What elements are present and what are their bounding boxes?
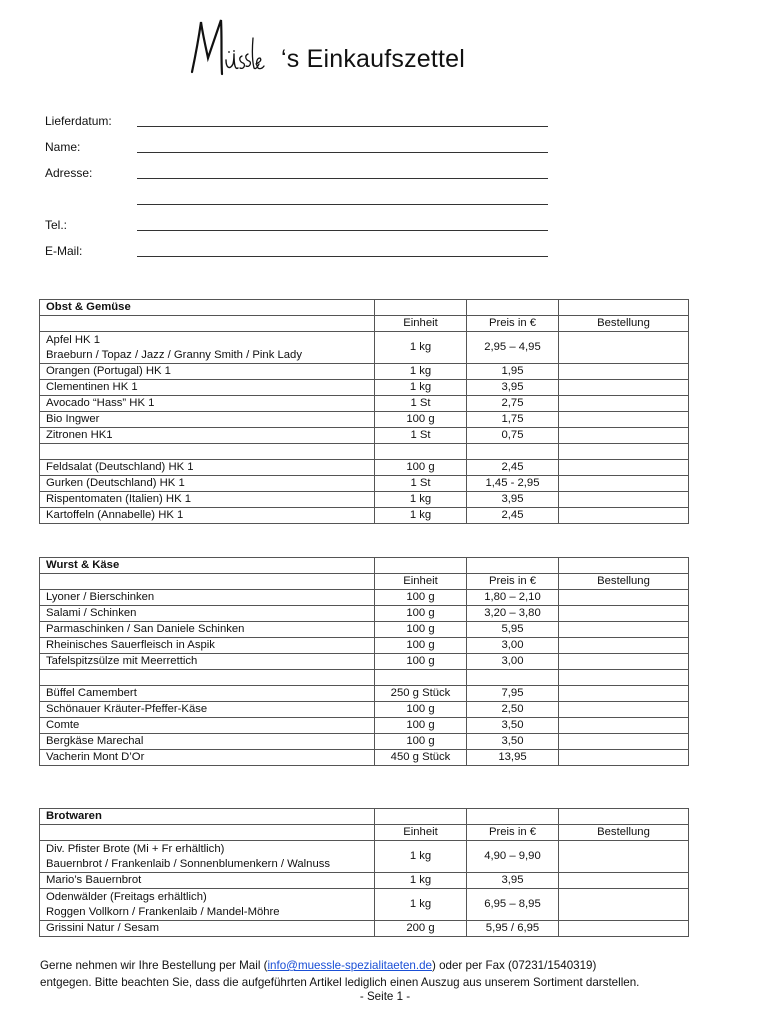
order-quantity-cell[interactable] [559, 508, 689, 524]
item-unit: 100 g [375, 654, 467, 670]
item-name: Mario’s Bauernbrot [40, 873, 375, 889]
order-quantity-cell[interactable] [559, 638, 689, 654]
column-header-order: Bestellung [559, 825, 689, 841]
field-email[interactable] [45, 244, 555, 262]
section-title: Wurst & Käse [40, 558, 375, 574]
column-header-unit: Einheit [375, 825, 467, 841]
item-name: Avocado “Hass” HK 1 [40, 396, 375, 412]
table-row [40, 444, 689, 460]
table-brotwaren [39, 808, 689, 937]
table-row [40, 622, 689, 638]
item-name-line: Div. Pfister Brote (Mi + Fr erhältlich) [46, 842, 225, 855]
order-quantity-cell[interactable] [559, 380, 689, 396]
field-label: Adresse: [45, 166, 93, 180]
item-price: 2,75 [467, 396, 559, 412]
item-name: Kartoffeln (Annabelle) HK 1 [40, 508, 375, 524]
order-quantity-cell[interactable] [559, 670, 689, 686]
item-price: 13,95 [467, 750, 559, 766]
item-name-line: Apfel HK 1 [46, 333, 101, 346]
table-row [40, 686, 689, 702]
item-unit: 1 St [375, 476, 467, 492]
item-price: 1,80 – 2,10 [467, 590, 559, 606]
fill-in-line[interactable] [137, 126, 548, 127]
fill-in-line[interactable] [137, 152, 548, 153]
table-wurst-kaese [39, 557, 689, 766]
empty-cell [40, 825, 375, 841]
page-title: ‘s Einkaufszettel [281, 45, 466, 73]
order-quantity-cell[interactable] [559, 332, 689, 364]
item-price: 2,95 – 4,95 [467, 332, 559, 364]
item-price: 1,75 [467, 412, 559, 428]
item-name: Grissini Natur / Sesam [40, 921, 375, 937]
field-label: Name: [45, 140, 81, 154]
item-price: 3,00 [467, 654, 559, 670]
item-price: 3,95 [467, 380, 559, 396]
footer-note [40, 957, 730, 991]
item-unit: 100 g [375, 460, 467, 476]
item-unit: 1 kg [375, 364, 467, 380]
item-price: 1,95 [467, 364, 559, 380]
item-name: Lyoner / Bierschinken [40, 590, 375, 606]
item-name: Bergkäse Marechal [40, 734, 375, 750]
item-name: Clementinen HK 1 [40, 380, 375, 396]
table-row [40, 750, 689, 766]
item-unit: 1 kg [375, 492, 467, 508]
field-lieferdatum[interactable] [45, 114, 555, 132]
item-name: Rispentomaten (Italien) HK 1 [40, 492, 375, 508]
empty-cell [40, 574, 375, 590]
table-row [40, 889, 689, 921]
item-name: Vacherin Mont D’Or [40, 750, 375, 766]
table-row [40, 508, 689, 524]
table-row [40, 460, 689, 476]
footer-text: Gerne nehmen wir Ihre Bestellung per Mail ( [40, 959, 268, 972]
column-header-order: Bestellung [559, 316, 689, 332]
item-unit: 1 kg [375, 889, 467, 921]
table-row [40, 702, 689, 718]
table-row [40, 734, 689, 750]
table-row [40, 718, 689, 734]
table-row [40, 476, 689, 492]
order-quantity-cell[interactable] [559, 750, 689, 766]
item-name-line: Odenwälder (Freitags erhältlich) [46, 890, 207, 903]
item-unit: 1 kg [375, 380, 467, 396]
item-name [40, 332, 375, 364]
item-price: 2,45 [467, 460, 559, 476]
item-unit [375, 444, 467, 460]
section-title: Brotwaren [40, 809, 375, 825]
column-header-order: Bestellung [559, 574, 689, 590]
item-variants: Bauernbrot / Frankenlaib / Sonnenblumenkern / Walnuss [46, 857, 331, 870]
item-price: 2,45 [467, 508, 559, 524]
item-price: 6,95 – 8,95 [467, 889, 559, 921]
item-price [467, 670, 559, 686]
field-label: E-Mail: [45, 244, 83, 258]
table-row [40, 606, 689, 622]
item-price: 4,90 – 9,90 [467, 841, 559, 873]
item-price: 3,00 [467, 638, 559, 654]
table-obst-gemuese [39, 299, 689, 524]
order-quantity-cell[interactable] [559, 606, 689, 622]
field-adresse-2[interactable] [45, 192, 555, 210]
table-row [40, 638, 689, 654]
table-row [40, 841, 689, 873]
item-price: 3,95 [467, 873, 559, 889]
order-quantity-cell[interactable] [559, 492, 689, 508]
item-unit: 1 St [375, 396, 467, 412]
item-unit: 450 g Stück [375, 750, 467, 766]
item-price: 5,95 [467, 622, 559, 638]
item-name: Parmaschinken / San Daniele Schinken [40, 622, 375, 638]
item-name: Büffel Camembert [40, 686, 375, 702]
table-row [40, 428, 689, 444]
order-quantity-cell[interactable] [559, 412, 689, 428]
item-unit: 250 g Stück [375, 686, 467, 702]
item-unit: 1 St [375, 428, 467, 444]
item-unit: 100 g [375, 622, 467, 638]
item-name: Gurken (Deutschland) HK 1 [40, 476, 375, 492]
item-name: Bio Ingwer [40, 412, 375, 428]
item-unit: 100 g [375, 590, 467, 606]
item-price: 5,95 / 6,95 [467, 921, 559, 937]
column-header-unit: Einheit [375, 316, 467, 332]
table-row [40, 670, 689, 686]
item-price: 1,45 - 2,95 [467, 476, 559, 492]
item-price [467, 444, 559, 460]
item-unit: 1 kg [375, 508, 467, 524]
field-label: Tel.: [45, 218, 68, 232]
order-quantity-cell[interactable] [559, 734, 689, 750]
item-name: Feldsalat (Deutschland) HK 1 [40, 460, 375, 476]
item-price: 3,95 [467, 492, 559, 508]
field-adresse[interactable] [45, 166, 555, 184]
order-quantity-cell[interactable] [559, 590, 689, 606]
empty-cell [40, 316, 375, 332]
column-header-price: Preis in € [467, 316, 559, 332]
footer-text: ) oder per Fax (07231/1540319) [432, 959, 597, 972]
page-number: - Seite 1 - [359, 990, 411, 1003]
table-row [40, 654, 689, 670]
item-price: 3,20 – 3,80 [467, 606, 559, 622]
item-name [40, 889, 375, 921]
item-unit: 200 g [375, 921, 467, 937]
item-name [40, 841, 375, 873]
field-name[interactable] [45, 140, 555, 158]
order-quantity-cell[interactable] [559, 921, 689, 937]
item-unit: 100 g [375, 412, 467, 428]
item-price: 7,95 [467, 686, 559, 702]
item-name [40, 670, 375, 686]
footer-text: entgegen. Bitte beachten Sie, dass die aufgeführten Artikel lediglich einen Auszug aus unserem Sortiment darstellen. [40, 976, 640, 989]
item-unit: 1 kg [375, 873, 467, 889]
order-quantity-cell[interactable] [559, 841, 689, 873]
order-quantity-cell[interactable] [559, 460, 689, 476]
item-unit: 100 g [375, 718, 467, 734]
empty-cell [375, 300, 467, 316]
order-quantity-cell[interactable] [559, 873, 689, 889]
item-price: 2,50 [467, 702, 559, 718]
column-header-price: Preis in € [467, 825, 559, 841]
column-header-price: Preis in € [467, 574, 559, 590]
item-price: 3,50 [467, 734, 559, 750]
order-quantity-cell[interactable] [559, 444, 689, 460]
table-row [40, 590, 689, 606]
table-row [40, 412, 689, 428]
muessle-logo [186, 8, 266, 88]
fill-in-line[interactable] [137, 256, 548, 257]
empty-cell [559, 558, 689, 574]
item-name: Salami / Schinken [40, 606, 375, 622]
item-unit: 1 kg [375, 332, 467, 364]
item-unit: 1 kg [375, 841, 467, 873]
item-unit [375, 670, 467, 686]
table-row [40, 332, 689, 364]
field-label: Lieferdatum: [45, 114, 112, 128]
empty-cell [375, 558, 467, 574]
table-row [40, 921, 689, 937]
item-variants: Braeburn / Topaz / Jazz / Granny Smith / Pink Lady [46, 348, 302, 361]
item-name [40, 444, 375, 460]
item-name: Rheinisches Sauerfleisch in Aspik [40, 638, 375, 654]
item-price: 3,50 [467, 718, 559, 734]
empty-cell [559, 300, 689, 316]
section-title: Obst & Gemüse [40, 300, 375, 316]
item-unit: 100 g [375, 734, 467, 750]
empty-cell [467, 558, 559, 574]
order-quantity-cell[interactable] [559, 702, 689, 718]
item-unit: 100 g [375, 606, 467, 622]
order-quantity-cell[interactable] [559, 718, 689, 734]
column-header-unit: Einheit [375, 574, 467, 590]
item-unit: 100 g [375, 702, 467, 718]
table-row [40, 380, 689, 396]
item-price: 0,75 [467, 428, 559, 444]
page-header [186, 8, 546, 88]
item-unit: 100 g [375, 638, 467, 654]
order-quantity-cell[interactable] [559, 396, 689, 412]
empty-cell [559, 809, 689, 825]
empty-cell [467, 809, 559, 825]
item-name: Comte [40, 718, 375, 734]
fill-in-line[interactable] [137, 204, 548, 205]
item-variants: Roggen Vollkorn / Frankenlaib / Mandel-Möhre [46, 905, 280, 918]
order-quantity-cell[interactable] [559, 686, 689, 702]
field-tel[interactable] [45, 218, 555, 236]
email-link[interactable]: info@muessle-spezialitaeten.de [267, 959, 432, 972]
empty-cell [375, 809, 467, 825]
order-quantity-cell[interactable] [559, 622, 689, 638]
item-name: Zitronen HK1 [40, 428, 375, 444]
table-row [40, 492, 689, 508]
fill-in-line[interactable] [137, 230, 548, 231]
order-quantity-cell[interactable] [559, 889, 689, 921]
order-quantity-cell[interactable] [559, 476, 689, 492]
empty-cell [467, 300, 559, 316]
table-row [40, 873, 689, 889]
table-row [40, 396, 689, 412]
order-quantity-cell[interactable] [559, 364, 689, 380]
table-row [40, 364, 689, 380]
item-name: Orangen (Portugal) HK 1 [40, 364, 375, 380]
order-quantity-cell[interactable] [559, 654, 689, 670]
item-name: Schönauer Kräuter-Pfeffer-Käse [40, 702, 375, 718]
item-name: Tafelspitzsülze mit Meerrettich [40, 654, 375, 670]
fill-in-line[interactable] [137, 178, 548, 179]
order-quantity-cell[interactable] [559, 428, 689, 444]
